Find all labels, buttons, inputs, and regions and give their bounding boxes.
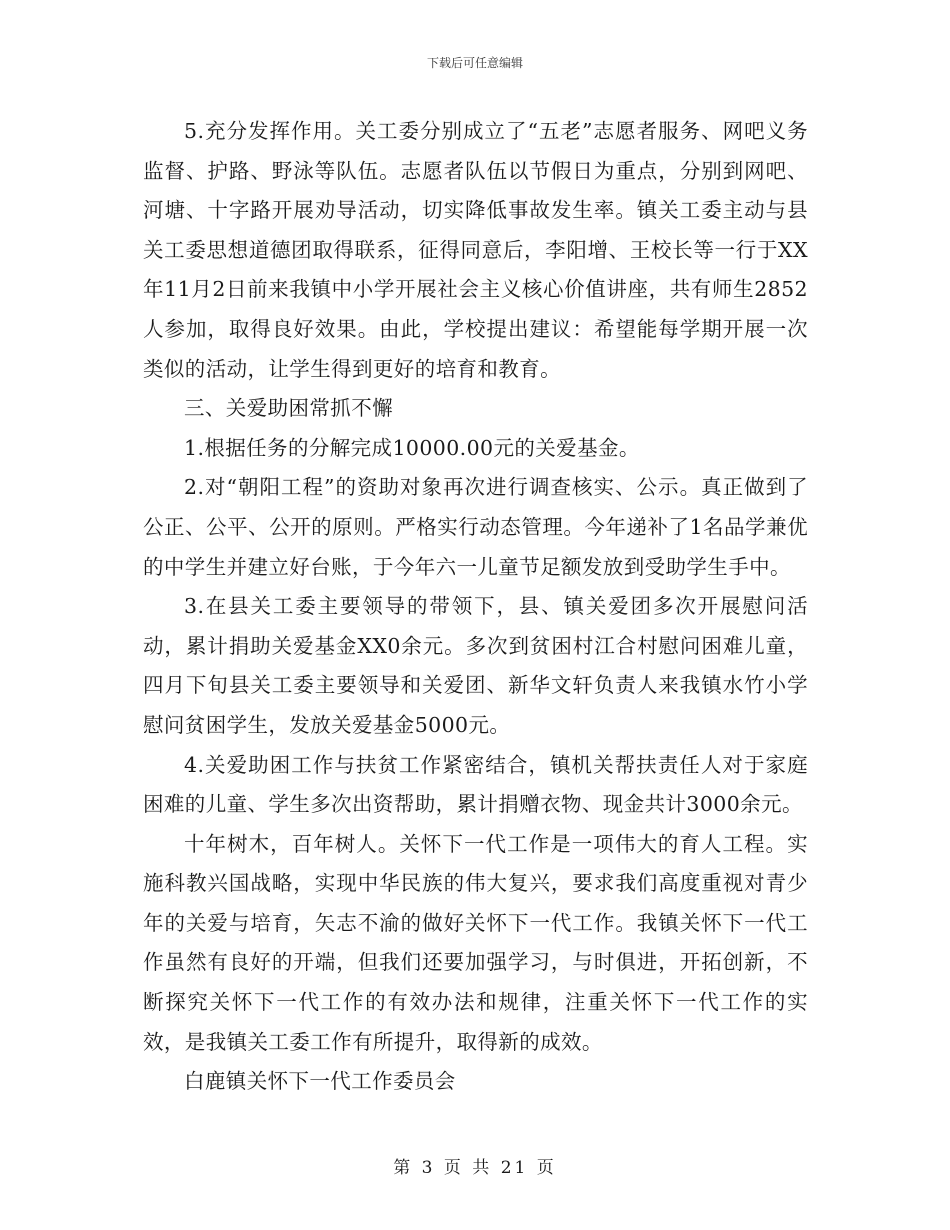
paragraph-point-4: 4.关爱助困工作与扶贫工作紧密结合，镇机关帮扶责任人对于家庭困难的儿童、学生多次出资帮助，累计捐赠衣物、现金共计3000余元。 [143, 752, 808, 817]
paragraph-point-1: 1.根据任务的分解完成10000.00元的关爱基金。 [184, 435, 640, 460]
document-body [143, 112, 808, 1102]
paragraph-point-5: 5.充分发挥作用。关工委分别成立了“五老”志愿者服务、网吧义务监督、护路、野泳等队伍。志愿者队伍以节假日为重点，分别到网吧、河塘、十字路开展劝导活动，切实降低事故发生率。镇关工委主动与县关工委思想道德团取得联系，征得同意后，李阳增、王校长等一行于XX年11月2日前来我镇中小学开展社会主义核心价值讲座，共有师生2852人参加，取得良好效果。由此，学校提出建议：希望能每学期开展一次类似的活动，让学生得到更好的培育和教育。 [143, 119, 808, 381]
paragraph-conclusion: 十年树木，百年树人。关怀下一代工作是一项伟大的育人工程。实施科教兴国战略，实现中华民族的伟大复兴，要求我们高度重视对青少年的关爱与培育，矢志不渝的做好关怀下一代工作。我镇关怀下一代工作虽然有良好的开端，但我们还要加强学习，与时俱进，开拓创新，不断探究关怀下一代工作的有效办法和规律，注重关怀下一代工作的实效，是我镇关工委工作有所提升，取得新的成效。 [143, 831, 808, 1054]
page-header: 下载后可任意编辑 [426, 56, 523, 70]
signature-line: 白鹿镇关怀下一代工作委员会 [184, 1069, 456, 1094]
page-footer: 第 3 页 共 21 页 [393, 1158, 557, 1178]
paragraph-point-2: 2.对“朝阳工程”的资助对象再次进行调查核实、公示。真正做到了公正、公平、公开的原则。严格实行动态管理。今年递补了1名品学兼优的中学生并建立好台账，于今年六一儿童节足额发放到受助学生手中。 [143, 475, 808, 579]
paragraph-point-3: 3.在县关工委主要领导的带领下，县、镇关爱团多次开展慰问活动，累计捐助关爱基金XX0余元。多次到贫困村江合村慰问困难儿童，四月下旬县关工委主要领导和关爱团、新华文轩负责人来我镇水竹小学慰问贫困学生，发放关爱基金5000元。 [143, 594, 808, 737]
section-heading-3: 三、关爱助困常抓不懈 [184, 396, 393, 421]
